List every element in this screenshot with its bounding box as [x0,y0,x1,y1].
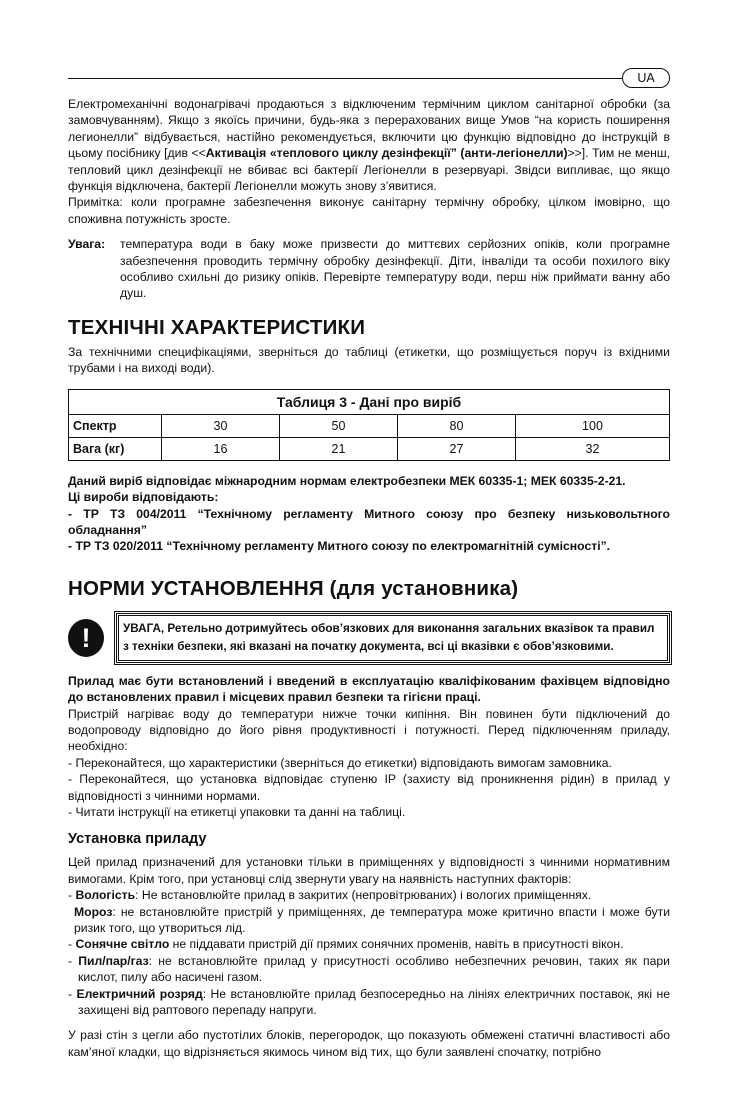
compliance-line: Ці вироби відповідають: [68,490,219,505]
cell: 16 [162,437,280,460]
factor-item [68,986,670,1019]
factor-term: Електричний розряд [76,986,203,1001]
install-heading: НОРМИ УСТАНОВЛЕННЯ (для установника) [68,576,519,600]
text: Електромеханічні водонагрівачі продаються з відключеним термічним циклом санітарної обробки (за замовчуванням). Якщо з якоїсь причини, будь-яка з перерахованих вище Умов “на користь поширення легионелли” відбувається, настійно рекомендується, включити цю функцію відповідно до інструкцій в цьому посібнику [див << [68,97,670,161]
text: : Не встановлюйте прилад безпосередньо на лініях електричних поставок, які не захищені від раптового перепаду напруги. [78,986,670,1018]
factor-item [68,936,670,952]
installation-subheading: Установка приладу [68,831,207,848]
text: : Не встановлюйте прилад в закритих (непровітрюваних) і вологих приміщеннях. [135,888,592,903]
exclamation-warning-icon: ! [68,619,104,657]
text: : не встановлюйте пристрій у приміщеннях, де температура може критично впасти і може бути ризик того, що утвориться лід. [74,904,670,935]
walls-para: У разі стін з цегли або пустотілих блоків, перегородок, що показують обмежені статичні властивості або кам’яної кладки, що відрізняється якимось чином від тих, що були заявлені спочатку, потрібно [68,1028,670,1059]
reference-bold: Активація «теплового циклу дезінфекції” (анти-легіонелли) [205,146,568,161]
text: - [68,888,76,903]
text: - [68,986,77,1001]
intro-paragraph [68,96,670,194]
safety-warning-box [116,613,670,663]
cell: 27 [397,437,515,460]
installation-section [68,854,670,1060]
table-row [69,437,670,460]
specs-heading: ТЕХНІЧНІ ХАРАКТЕРИСТИКИ [68,315,366,339]
text: - [68,953,79,968]
factor-term: Сонячне світло [75,937,170,952]
text: не піддавати пристрій дії прямих сонячних променів, навіть в присутності вікон. [169,937,624,952]
factor-term: Вологість [75,888,136,903]
qualified-installer-para: Прилад має бути встановлений і введений в експлуатацію кваліфікованим фахівцем відповідно до встановлених правил і місцевих правил безпеки та гігієни праці. [68,673,670,705]
page-header [68,68,670,88]
table-row [69,414,670,437]
table-title: Таблиця 3 - Дані про виріб [69,389,670,414]
product-table-wrap [68,389,670,461]
check-item: - Переконайтеся, що установка відповідає ступеню IP (захисту від проникнення рідин) в прилад у відповідності з чинними нормами. [68,772,670,803]
safety-warning-row [68,613,670,663]
install-para: Пристрій нагріває воду до температури нижче точки кипіння. Він повинен бути підключений до водопроводу відповідно до його рівня продуктивності і потужності. Перед підключенням приладу, необхідно: [68,706,670,754]
row-label: Спектр [69,414,162,437]
check-item: - Читати інструкції на етикетці упаковки та данні на таблиці. [68,804,406,819]
factor-term: Мороз [74,904,113,919]
specs-text: За технічними специфікаціями, зверніться до таблиці (етикетки, що розміщується поруч із вхідними трубами і на виході води). [68,344,670,376]
compliance-line: - ТР ТЗ 004/2011 “Технічному регламенту Митного союзу про безпеку низьковольтного обладнання” [68,506,670,537]
cell: 21 [279,437,397,460]
row-label: Вага (кг) [69,437,162,460]
warning-label: Увага: [68,237,106,252]
intro-section [68,96,670,302]
check-item: - Переконайтеся, що характеристики (зверніться до етикетки) відповідають вимогам замовника. [68,755,612,770]
compliance-line: - ТР ТЗ 020/2011 “Технічному регламенту Митного союзу по електромагнітній сумісності”. [68,539,611,554]
warning-block [68,236,670,302]
text: - [68,937,76,952]
language-badge: UA [622,68,670,88]
install-intro [68,673,670,821]
cell: 100 [515,414,669,437]
factor-item [68,904,670,937]
cell: 80 [397,414,515,437]
compliance-line: Даний виріб відповідає міжнародним нормам електробезпеки МЕК 60335-1; МЕК 60335-2-21. [68,473,626,488]
compliance-block [68,473,670,555]
warning-text: температура води в баку може призвести до миттєвих серйозних опіків, коли програмне забезпечення проводить термічну обробку дезінфекції. Діти, інваліди та особи похилого віку особливо схильні до ризику опіків. Перевірте температуру води, перш ніж приймати ванну або душ. [120,237,670,301]
factor-item [68,953,670,986]
warning-box-text: УВАГА, Ретельно дотримуйтесь обов’язкових для виконання загальних вказівок та правил з техніки безпеки, які вказані на початку документа, всі ці вказівки є обов’язковими. [123,621,655,653]
factor-item [68,887,670,903]
factor-term: Пил/пар/газ [78,953,149,968]
text: >>]. Тим не менш, тепловий цикл дезінфекції не вбиває всі бактерії Легіонелли в резервуарі. Звідси випливає, що якщо функція відключена, бактерії Легіонелли можуть знову з’явитися. [68,146,670,194]
text: : не встановлюйте прилад у присутності особливо небезпечних речовин, таких як пари кислот, пилу або насичені газом. [78,953,670,985]
cell: 30 [162,414,280,437]
product-table [68,389,670,461]
header-rule [68,78,622,79]
cell: 50 [279,414,397,437]
cell: 32 [515,437,669,460]
installation-para: Цей прилад призначений для установки тільки в приміщеннях у відповідності з чинними нормативним вимогами. Крім того, при установці слід звернути увагу на наявність наступних факторів: [68,855,670,886]
note-paragraph: Примітка: коли програмне забезпечення виконує санітарну термічну обробку, цілком імовірно, що споживна потужність зросте. [68,195,670,226]
